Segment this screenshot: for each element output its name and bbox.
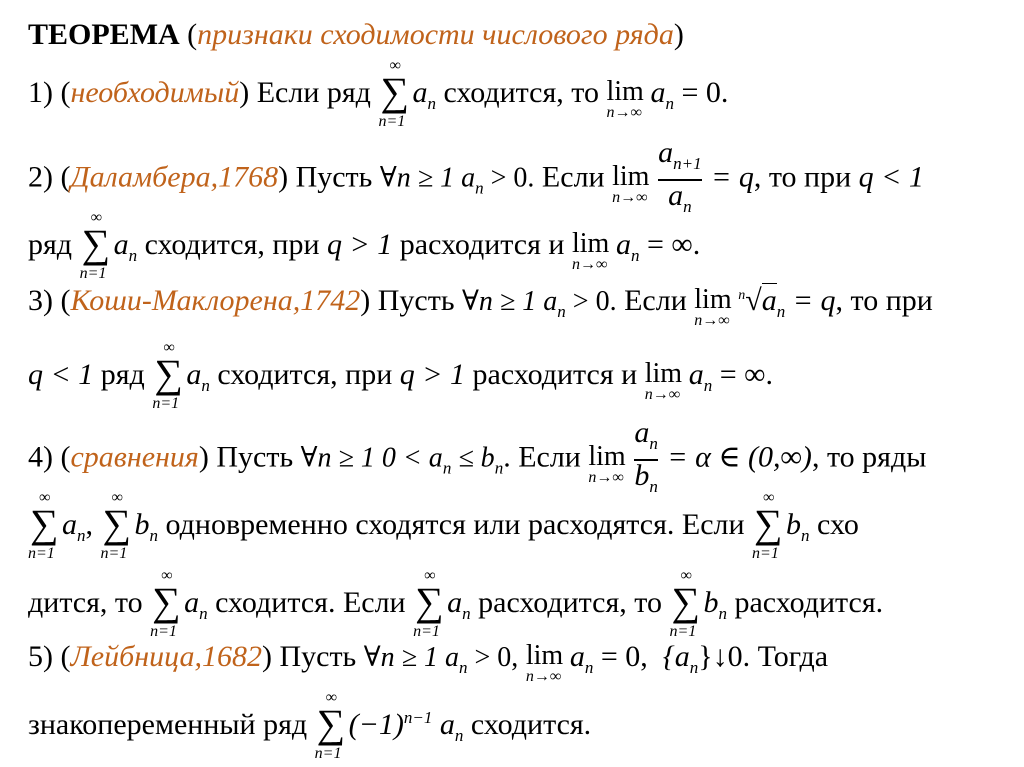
lim-symbol: lim n→∞: [644, 358, 683, 403]
sum-symbol: ∞ ∑ n=1: [152, 339, 183, 412]
sum-symbol: ∞ ∑ n=1: [100, 489, 132, 562]
item-2-line-2: ряд ∞ ∑ n=1 $a_n$ сходится, при q > 1 расходится и lim n→∞ $a_n$ = ∞.: [28, 209, 701, 282]
lim-symbol: lim n→∞: [525, 640, 564, 685]
ratio-fraction: $\frac{a_{n+1}}{a_n}$: [658, 136, 702, 216]
item-5-name: Лейбница,1682: [70, 639, 262, 673]
ratio-fraction: $\frac{a_n}{b_n}$: [634, 416, 658, 496]
item-1: 1) (необходимый) Если ряд ∞ ∑ n=1 $a_n$ сходится, то lim n→∞ $a_n = 0$.: [28, 57, 729, 130]
item-4: 4) (сравнения) Пусть ∀n ≥ 1 $0 < a_n \le b_n$. Если lim n→∞ $\frac{a_n}{b_n}$ = α ∈ (0,∞), то ряды: [28, 418, 926, 502]
sum-symbol: ∞ ∑ n=1: [314, 689, 346, 762]
item-3-line-2: q < 1 ряд ∞ ∑ n=1 $a_n$ сходится, при q > 1 расходится и lim n→∞ $a_n$ = ∞.: [28, 339, 774, 412]
sum-symbol: ∞ ∑ n=1: [79, 209, 111, 282]
lim-symbol: lim n→∞: [606, 76, 644, 121]
lim-symbol: lim n→∞: [694, 284, 732, 329]
sum-symbol: ∞ ∑ n=1: [378, 57, 409, 130]
theorem-title: ТЕОРЕМА (признаки сходимости числового ряда): [28, 18, 684, 51]
item-4-line-3: дится, то ∞ ∑ n=1 $a_n$ сходится. Если ∞ ∑ n=1 $a_n$ расходится, то ∞ ∑ n=1 $b_n$ расходится.: [28, 567, 884, 640]
sum-symbol: ∞ ∑ n=1: [28, 489, 59, 562]
lim-symbol: lim n→∞: [612, 160, 650, 206]
item-4-name: сравнения: [70, 440, 199, 474]
theorem-subtitle: признаки сходимости числового ряда: [197, 18, 674, 51]
sum-symbol: ∞ ∑ n=1: [413, 567, 444, 640]
item-2-name: Даламбера,1768: [70, 160, 279, 194]
lim-symbol: lim n→∞: [588, 440, 626, 486]
item-5-line-2: знакопеременный ряд ∞ ∑ n=1 $(-1)^{n-1}$ $a_n$ сходится.: [28, 689, 592, 762]
item-1-name: необходимый: [70, 75, 240, 109]
item-4-line-2: ∞ ∑ n=1 $a_n$, ∞ ∑ n=1 $b_n$ одновременно сходятся или расходятся. Если ∞ ∑ n=1 $b_n$ схо: [28, 489, 859, 562]
lim-symbol: lim n→∞: [571, 228, 610, 273]
item-3: 3) (Коши-Маклорена,1742) Пусть ∀n ≥ 1 $a_n > 0$. Если lim n→∞ $^n√a_n = q$, то при: [28, 278, 933, 328]
theorem-word: ТЕОРЕМА: [28, 18, 180, 51]
item-5: 5) (Лейбница,1682) Пусть ∀n ≥ 1 $a_n > 0$, lim n→∞ $a_n = 0$, $\{a_n\}↓0$. Тогда: [28, 634, 828, 684]
sum-symbol: ∞ ∑ n=1: [150, 567, 181, 640]
item-2: 2) (Даламбера,1768) Пусть ∀n ≥ 1 $a_n > 0$. Если lim n→∞ $\frac{a_{n+1}}{a_n}$ = q, то при q < 1: [28, 138, 924, 222]
sum-symbol: ∞ ∑ n=1: [752, 489, 783, 562]
item-3-name: Коши-Маклорена,1742: [70, 283, 361, 317]
sum-symbol: ∞ ∑ n=1: [669, 567, 700, 640]
root-symbol: √: [745, 283, 762, 317]
